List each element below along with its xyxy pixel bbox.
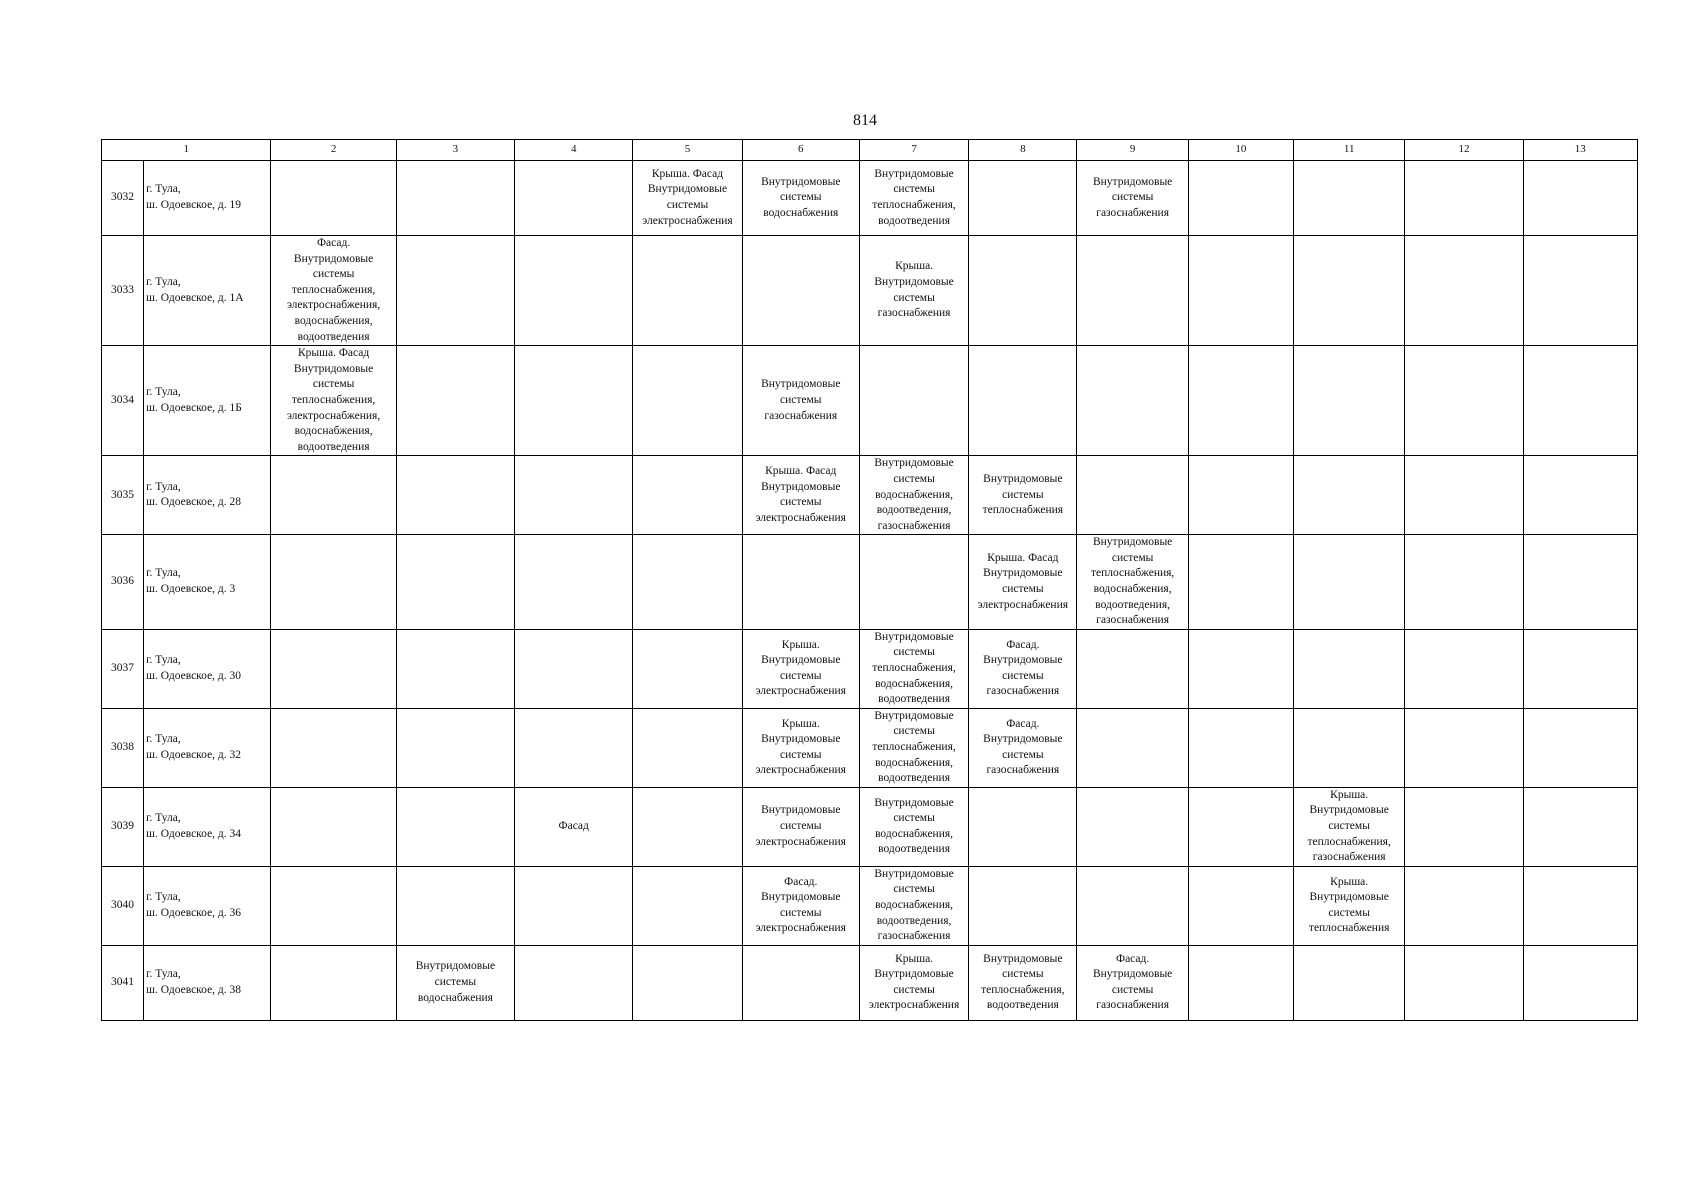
- work-cell: [396, 236, 514, 346]
- column-header: 13: [1523, 140, 1637, 161]
- work-cell: [1188, 346, 1293, 456]
- address-cell: [144, 708, 271, 787]
- work-cell: [1405, 629, 1523, 708]
- work-cell: [859, 535, 968, 630]
- column-number-row: [102, 140, 1638, 161]
- work-cell: [396, 866, 514, 945]
- row-number: 3033: [102, 236, 144, 346]
- table-row: [102, 945, 1638, 1020]
- work-cell: [271, 535, 396, 630]
- address-city: г. Тула,: [146, 733, 181, 746]
- address-city: г. Тула,: [146, 275, 181, 288]
- work-cell: [396, 708, 514, 787]
- row-number: 3038: [102, 708, 144, 787]
- address-street: ш. Одоевское, д. 38: [146, 983, 242, 996]
- work-cell: [1294, 945, 1405, 1020]
- address-cell: [144, 535, 271, 630]
- work-cell: [633, 629, 742, 708]
- work-cell: Крыша. Внутридомовые системы электроснабжения: [742, 708, 859, 787]
- work-cell: [1523, 346, 1637, 456]
- work-cell: [1523, 456, 1637, 535]
- address-cell: [144, 161, 271, 236]
- table-row: [102, 787, 1638, 866]
- work-cell: [396, 161, 514, 236]
- work-cell: [396, 535, 514, 630]
- work-cell: [1188, 629, 1293, 708]
- work-cell: [742, 535, 859, 630]
- address-city: г. Тула,: [146, 812, 181, 825]
- row-number: 3034: [102, 346, 144, 456]
- column-header: 4: [515, 140, 633, 161]
- column-header: 3: [396, 140, 514, 161]
- work-cell: Внутридомовые системы теплоснабжения, водоотведения: [859, 161, 968, 236]
- address-street: ш. Одоевское, д. 1Б: [146, 401, 242, 414]
- address-cell: [144, 787, 271, 866]
- row-number: 3040: [102, 866, 144, 945]
- row-number: 3041: [102, 945, 144, 1020]
- address-street: ш. Одоевское, д. 3: [146, 583, 236, 596]
- work-cell: [271, 945, 396, 1020]
- work-cell: Внутридомовые системы водоснабжения: [396, 945, 514, 1020]
- work-cell: [271, 708, 396, 787]
- address-city: г. Тула,: [146, 183, 181, 196]
- work-cell: [633, 535, 742, 630]
- work-cell: [271, 161, 396, 236]
- work-cell: [1294, 161, 1405, 236]
- work-cell: Крыша. Внутридомовые системы электроснабжения: [859, 945, 968, 1020]
- row-number: 3036: [102, 535, 144, 630]
- work-cell: [1294, 708, 1405, 787]
- work-cell: [1405, 866, 1523, 945]
- work-cell: [1294, 346, 1405, 456]
- work-cell: Фасад. Внутридомовые системы газоснабжения: [1077, 945, 1188, 1020]
- work-cell: [396, 629, 514, 708]
- column-header: 9: [1077, 140, 1188, 161]
- table-row: [102, 456, 1638, 535]
- work-cell: [1077, 708, 1188, 787]
- address-city: г. Тула,: [146, 891, 181, 904]
- work-cell: [859, 346, 968, 456]
- column-header: 5: [633, 140, 742, 161]
- work-cell: [1294, 456, 1405, 535]
- row-number: 3039: [102, 787, 144, 866]
- work-cell: [1523, 161, 1637, 236]
- column-header: 1: [102, 140, 271, 161]
- row-number: 3035: [102, 456, 144, 535]
- work-cell: [1523, 236, 1637, 346]
- table-row: [102, 629, 1638, 708]
- address-street: ш. Одоевское, д. 30: [146, 669, 242, 682]
- work-cell: Крыша. Внутридомовые системы теплоснабжения: [1294, 866, 1405, 945]
- work-cell: [1077, 346, 1188, 456]
- work-cell: [1523, 787, 1637, 866]
- work-cell: [742, 236, 859, 346]
- work-cell: [515, 945, 633, 1020]
- work-cell: [969, 787, 1077, 866]
- work-cell: [633, 866, 742, 945]
- work-cell: [1294, 629, 1405, 708]
- work-cell: [1523, 535, 1637, 630]
- work-cell: [271, 787, 396, 866]
- work-cell: [515, 629, 633, 708]
- table-row: [102, 708, 1638, 787]
- work-cell: Внутридомовые системы теплоснабжения, водоснабжения, водоотведения: [859, 708, 968, 787]
- work-cell: [515, 866, 633, 945]
- address-street: ш. Одоевское, д. 19: [146, 199, 242, 211]
- work-cell: Крыша. Внутридомовые системы газоснабжения: [859, 236, 968, 346]
- work-cell: [396, 346, 514, 456]
- work-cell: Внутридомовые системы теплоснабжения, водоотведения: [969, 945, 1077, 1020]
- address-city: г. Тула,: [146, 567, 181, 580]
- address-cell: [144, 945, 271, 1020]
- address-street: ш. Одоевское, д. 1А: [146, 291, 244, 304]
- address-cell: [144, 236, 271, 346]
- work-cell: Крыша. Фасад Внутридомовые системы электроснабжения: [969, 535, 1077, 630]
- work-cell: [515, 708, 633, 787]
- work-cell: [1077, 787, 1188, 866]
- capital-repair-table: [101, 139, 1638, 1021]
- work-cell: [742, 945, 859, 1020]
- work-cell: Внутридомовые системы теплоснабжения, водоснабжения, водоотведения: [859, 629, 968, 708]
- work-cell: [633, 945, 742, 1020]
- table-row: [102, 535, 1638, 630]
- work-cell: [515, 236, 633, 346]
- work-cell: Внутридомовые системы водоснабжения, водоотведения: [859, 787, 968, 866]
- table-row: [102, 236, 1638, 346]
- column-header: 12: [1405, 140, 1523, 161]
- work-cell: Внутридомовые системы теплоснабжения: [969, 456, 1077, 535]
- work-cell: [969, 346, 1077, 456]
- work-cell: [271, 629, 396, 708]
- work-cell: [515, 456, 633, 535]
- work-cell: [1523, 629, 1637, 708]
- column-header: 7: [859, 140, 968, 161]
- address-city: г. Тула,: [146, 968, 181, 981]
- row-number: 3032: [102, 161, 144, 236]
- work-cell: [1188, 945, 1293, 1020]
- work-cell: [1405, 236, 1523, 346]
- work-cell: [1188, 161, 1293, 236]
- work-cell: Фасад: [515, 787, 633, 866]
- work-cell: [1523, 945, 1637, 1020]
- work-cell: [969, 866, 1077, 945]
- address-city: г. Тула,: [146, 480, 181, 493]
- work-cell: [1077, 456, 1188, 535]
- work-cell: [633, 708, 742, 787]
- work-cell: Крыша. Внутридомовые системы теплоснабжения, газоснабжения: [1294, 787, 1405, 866]
- address-street: ш. Одоевское, д. 36: [146, 906, 242, 919]
- work-cell: [1077, 236, 1188, 346]
- row-number: 3037: [102, 629, 144, 708]
- address-cell: [144, 629, 271, 708]
- address-cell: [144, 456, 271, 535]
- work-cell: [1294, 236, 1405, 346]
- work-cell: [1188, 787, 1293, 866]
- work-cell: Внутридомовые системы теплоснабжения, водоснабжения, водоотведения, газоснабжения: [1077, 535, 1188, 630]
- column-header: 10: [1188, 140, 1293, 161]
- work-cell: Фасад. Внутридомовые системы теплоснабжения, электроснабжения, водоснабжения, водоотведения: [271, 236, 396, 346]
- work-cell: Фасад. Внутридомовые системы электроснабжения: [742, 866, 859, 945]
- work-cell: [515, 346, 633, 456]
- work-cell: [1405, 708, 1523, 787]
- column-header: 2: [271, 140, 396, 161]
- address-street: ш. Одоевское, д. 34: [146, 827, 242, 840]
- page-number: 814: [853, 112, 877, 129]
- work-cell: [271, 866, 396, 945]
- work-cell: [633, 346, 742, 456]
- work-cell: [1077, 866, 1188, 945]
- work-cell: [396, 456, 514, 535]
- address-city: г. Тула,: [146, 654, 181, 667]
- work-cell: Внутридомовые системы электроснабжения: [742, 787, 859, 866]
- column-header: 11: [1294, 140, 1405, 161]
- address-city: г. Тула,: [146, 386, 181, 399]
- table-body: [102, 161, 1638, 1021]
- work-cell: [633, 236, 742, 346]
- work-cell: [1405, 346, 1523, 456]
- work-cell: [1405, 535, 1523, 630]
- work-cell: [1188, 708, 1293, 787]
- work-cell: Крыша. Фасад Внутридомовые системы теплоснабжения, электроснабжения, водоснабжения, водоотведения: [271, 346, 396, 456]
- table-row: [102, 866, 1638, 945]
- work-cell: [969, 161, 1077, 236]
- work-cell: Фасад. Внутридомовые системы газоснабжения: [969, 629, 1077, 708]
- work-cell: [969, 236, 1077, 346]
- work-cell: [1405, 945, 1523, 1020]
- work-cell: Крыша. Фасад Внутридомовые системы электроснабжения: [633, 161, 742, 236]
- work-cell: [1188, 535, 1293, 630]
- work-cell: Внутридомовые системы газоснабжения: [1077, 161, 1188, 236]
- work-cell: Внутридомовые системы газоснабжения: [742, 346, 859, 456]
- work-cell: [1523, 708, 1637, 787]
- work-cell: [515, 161, 633, 236]
- work-cell: [515, 535, 633, 630]
- work-cell: [1523, 866, 1637, 945]
- work-cell: Внутридомовые системы водоснабжения: [742, 161, 859, 236]
- work-cell: [271, 456, 396, 535]
- work-cell: Внутридомовые системы водоснабжения, водоотведения, газоснабжения: [859, 456, 968, 535]
- work-cell: Внутридомовые системы водоснабжения, водоотведения, газоснабжения: [859, 866, 968, 945]
- address-cell: [144, 866, 271, 945]
- column-header: 6: [742, 140, 859, 161]
- work-cell: [1405, 161, 1523, 236]
- work-cell: [1188, 866, 1293, 945]
- address-street: ш. Одоевское, д. 32: [146, 748, 242, 761]
- work-cell: Крыша. Внутридомовые системы электроснабжения: [742, 629, 859, 708]
- work-cell: [396, 787, 514, 866]
- work-cell: [633, 456, 742, 535]
- work-cell: [1294, 535, 1405, 630]
- work-cell: [1405, 456, 1523, 535]
- work-cell: [633, 787, 742, 866]
- work-cell: [1405, 787, 1523, 866]
- work-cell: [1188, 456, 1293, 535]
- work-cell: [1188, 236, 1293, 346]
- work-cell: [1077, 629, 1188, 708]
- table-row: [102, 346, 1638, 456]
- address-cell: [144, 346, 271, 456]
- address-street: ш. Одоевское, д. 28: [146, 496, 242, 509]
- work-cell: Фасад. Внутридомовые системы газоснабжения: [969, 708, 1077, 787]
- column-header: 8: [969, 140, 1077, 161]
- table-row: [102, 161, 1638, 236]
- work-cell: Крыша. Фасад Внутридомовые системы электроснабжения: [742, 456, 859, 535]
